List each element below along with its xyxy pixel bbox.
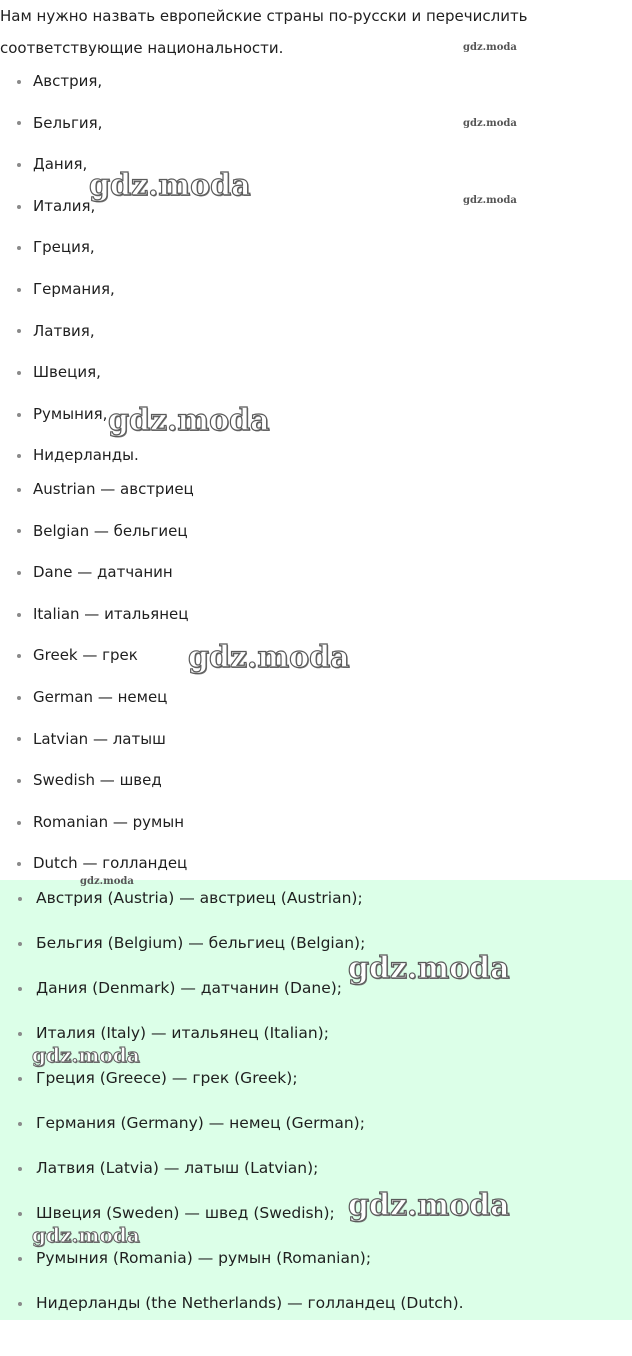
list-item-text: Dane — датчанин: [33, 563, 173, 582]
bullet-icon: [17, 862, 21, 866]
list-item-text: Swedish — швед: [33, 771, 162, 790]
list-item: [0, 966, 632, 1011]
watermark: gdz.moda: [348, 1188, 510, 1223]
list-item: [0, 103, 632, 145]
list-item-text: Austrian — австриец: [33, 480, 194, 498]
list-item: [0, 760, 632, 802]
bullet-icon: [17, 121, 21, 125]
list-item: [0, 352, 632, 394]
list-item-text: Бельгия,: [33, 113, 103, 132]
bullet-icon: [17, 779, 21, 783]
bullet-icon: [18, 942, 22, 946]
list-item: [0, 876, 632, 921]
bullet-icon: [17, 205, 21, 209]
list-item: [0, 1281, 632, 1326]
bullet-icon: [18, 1122, 22, 1126]
bullet-icon: [17, 329, 21, 333]
list-item: [0, 227, 632, 269]
list-item: [0, 1236, 632, 1281]
list-item: [0, 677, 632, 719]
bullet-icon: [18, 1077, 22, 1081]
nationalities-list: [0, 469, 632, 885]
list-item-text: Германия,: [33, 279, 115, 298]
list-item-text: Нидерланды.: [33, 446, 139, 465]
bullet-icon: [17, 529, 21, 533]
bullet-icon: [18, 897, 22, 901]
watermark: gdz.moda: [80, 876, 134, 887]
countries-list: [0, 61, 632, 477]
list-item-text: Румыния (Romania) — румын (Romanian);: [36, 1249, 372, 1267]
list-item: [0, 552, 632, 594]
bullet-icon: [18, 987, 22, 991]
list-item-text: Бельгия (Belgium) — бельгиец (Belgian);: [36, 934, 366, 952]
list-item-text: Romanian — румын: [33, 812, 185, 831]
watermark: gdz.moda: [463, 42, 517, 53]
list-item: [0, 311, 632, 353]
bullet-icon: [18, 1212, 22, 1216]
list-item-text: Австрия,: [33, 72, 103, 90]
list-item: [0, 1146, 632, 1191]
list-item-text: Италия,: [33, 196, 96, 215]
list-item: [0, 394, 632, 436]
list-item: [0, 1056, 632, 1101]
bullet-icon: [17, 288, 21, 292]
bullet-icon: [17, 413, 21, 417]
bullet-icon: [17, 571, 21, 575]
bullet-icon: [17, 163, 21, 167]
list-item-text: German — немец: [33, 687, 168, 706]
bullet-icon: [17, 454, 21, 458]
list-item: [0, 186, 632, 228]
list-item-text: Швеция (Sweden) — швед (Swedish);: [36, 1204, 335, 1222]
watermark: gdz.moda: [32, 1043, 140, 1067]
watermark: gdz.moda: [348, 951, 510, 986]
bullet-icon: [18, 1257, 22, 1261]
bullet-icon: [17, 654, 21, 658]
bullet-icon: [17, 246, 21, 250]
bullet-icon: [17, 371, 21, 375]
watermark: gdz.moda: [108, 403, 270, 438]
list-item-text: Latvian — латыш: [33, 729, 166, 748]
list-item: [0, 269, 632, 311]
list-item: [0, 1011, 632, 1056]
intro-text: Нам нужно назвать европейские страны по-русски и перечислить соответствующие национальности.: [0, 7, 528, 57]
bullet-icon: [17, 696, 21, 700]
watermark: gdz.moda: [188, 640, 350, 675]
bullet-icon: [17, 80, 21, 84]
list-item-text: Греция (Greece) — грек (Greek);: [36, 1069, 298, 1087]
list-item-text: Нидерланды (the Netherlands) — голландец (Dutch).: [36, 1294, 464, 1312]
list-item-text: Румыния,: [33, 404, 108, 423]
list-item: [0, 802, 632, 844]
list-item: [0, 719, 632, 761]
list-item-text: Германия (Germany) — немец (German);: [36, 1114, 365, 1132]
list-item-text: Швеция,: [33, 363, 101, 382]
watermark: gdz.moda: [32, 1223, 140, 1247]
bullet-icon: [17, 488, 21, 492]
list-item: [0, 921, 632, 966]
list-item: [0, 144, 632, 186]
list-item-text: Belgian — бельгиец: [33, 521, 188, 540]
list-item-text: Латвия,: [33, 321, 95, 340]
list-item: [0, 1101, 632, 1146]
bullet-icon: [17, 821, 21, 825]
list-item-text: Латвия (Latvia) — латыш (Latvian);: [36, 1159, 319, 1177]
bullet-icon: [18, 1302, 22, 1306]
watermark: gdz.moda: [463, 118, 517, 129]
watermark: gdz.moda: [463, 195, 517, 206]
list-item: [0, 594, 632, 636]
list-item: [0, 469, 632, 511]
list-item-text: Italian — итальянец: [33, 604, 189, 623]
answer-list: [0, 876, 632, 1326]
list-item-text: Dutch — голландец: [33, 854, 188, 873]
list-item: [0, 511, 632, 553]
bullet-icon: [18, 1032, 22, 1036]
list-item-text: Греция,: [33, 238, 95, 257]
bullet-icon: [18, 1167, 22, 1171]
list-item-text: Дания (Denmark) — датчанин (Dane);: [36, 979, 343, 997]
list-item-text: Дания,: [33, 155, 88, 174]
bullet-icon: [17, 737, 21, 741]
list-item-text: Greek — грек: [33, 646, 138, 665]
list-item: [0, 61, 632, 103]
watermark: gdz.moda: [89, 168, 251, 203]
list-item-text: Италия (Italy) — итальянец (Italian);: [36, 1024, 329, 1042]
list-item: [0, 635, 632, 677]
list-item: [0, 1191, 632, 1236]
bullet-icon: [17, 613, 21, 617]
list-item-text: Австрия (Austria) — австриец (Austrian);: [36, 889, 363, 907]
